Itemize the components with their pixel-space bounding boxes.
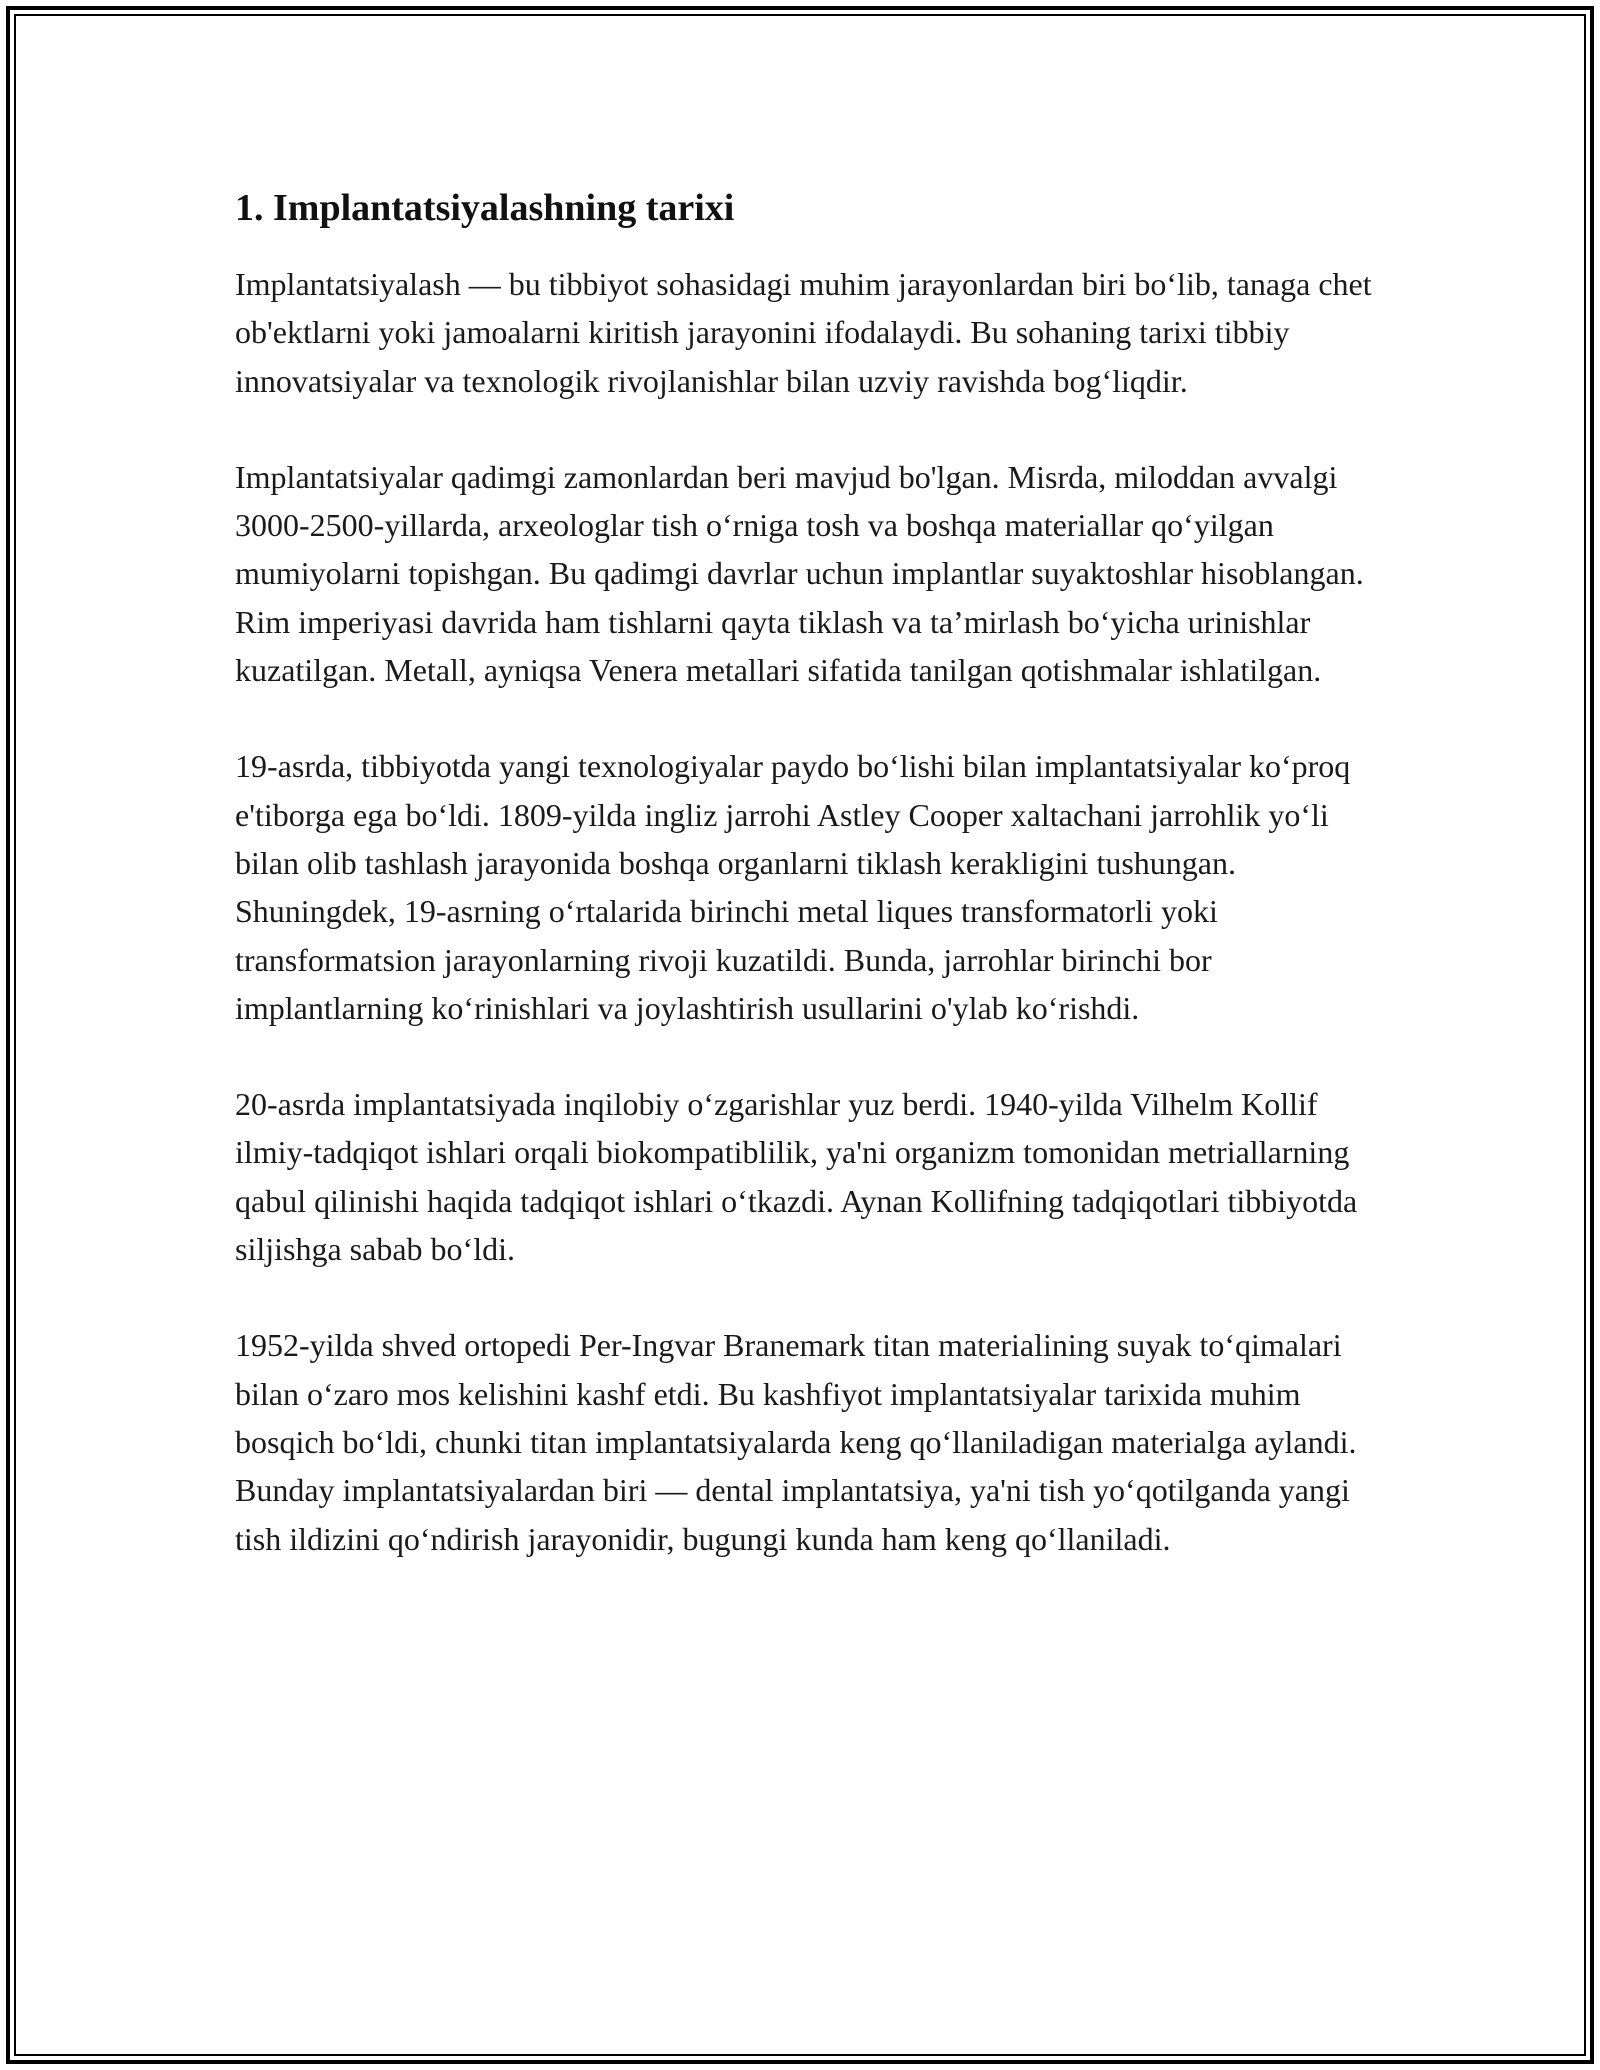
paragraph-branemark: 1952-yilda shved ortopedi Per-Ingvar Branemark titan materialining suyak to‘qimalari bilan o‘zaro mos kelishini kashf etdi. Bu kashfiyot implantatsiyalar tarixida muhim bosqich bo‘ldi, chunki titan implantatsiyalarda keng qo‘llaniladigan materialga aylandi. Bunday implantatsiyalardan biri — dental implantatsiya, ya'ni tish yo‘qotilganda yangi tish ildizini qo‘ndirish jarayonidir, bugungi kunda ham keng qo‘llaniladi.: [235, 1327, 1357, 1557]
paragraph-introduction: Implantatsiyalash — bu tibbiyot sohasidagi muhim jarayonlardan biri bo‘lib, tanaga chet ob'ektlarni yoki jamoalarni kiritish jarayonini ifodalaydi. Bu sohaning tarixi tibbiy innovatsiyalar va texnologik rivojlanishlar bilan uzviy ravishda bog‘liqdir.: [235, 266, 1372, 399]
section-heading: 1. Implantatsiyalashning tarixi: [235, 187, 735, 229]
paragraph-20th-century: 20-asrda implantatsiyada inqilobiy o‘zgarishlar yuz berdi. 1940-yilda Vilhelm Kollif ilmiy-tadqiqot ishlari orqali biokompatiblilik, ya'ni organizm tomonidan metriallarning qabul qilinishi haqida tadqiqot ishlari o‘tkazdi. Aynan Kollifning tadqiqotlari tibbiyotda siljishga sabab bo‘ldi.: [235, 1086, 1358, 1268]
paragraph-ancient-history: Implantatsiyalar qadimgi zamonlardan beri mavjud bo'lgan. Misrda, miloddan avvalgi 3000-2500-yillarda, arxeologlar tish o‘rniga tosh va boshqa materiallar qo‘yilgan mumiyolarni topishgan. Bu qadimgi davrlar uchun implantlar suyaktoshlar hisoblangan. Rim imperiyasi davrida ham tishlarni qayta tiklash va ta’mirlash bo‘yicha urinishlar kuzatilgan. Metall, ayniqsa Venera metallari sifatida tanilgan qotishmalar ishlatilgan.: [235, 458, 1364, 689]
document-body: [235, 184, 1375, 1611]
paragraph-19th-century: 19-asrda, tibbiyotda yangi texnologiyalar paydo bo‘lishi bilan implantatsiyalar ko‘proq e'tiborga ega bo‘ldi. 1809-yilda ingliz jarrohi Astley Cooper xaltachani jarrohlik yo‘li bilan olib tashlash jarayonida boshqa organlarni tiklash kerakligini tushungan. Shuningdek, 19-asrning o‘rtalarida birinchi metal liques transformatorli yoki transformatsion jarayonlarning rivoji kuzatildi. Bunda, jarrohlar birinchi bor implantlarning ko‘rinishlari va joylashtirish usullarini o'ylab ko‘rishdi.: [235, 748, 1351, 1026]
